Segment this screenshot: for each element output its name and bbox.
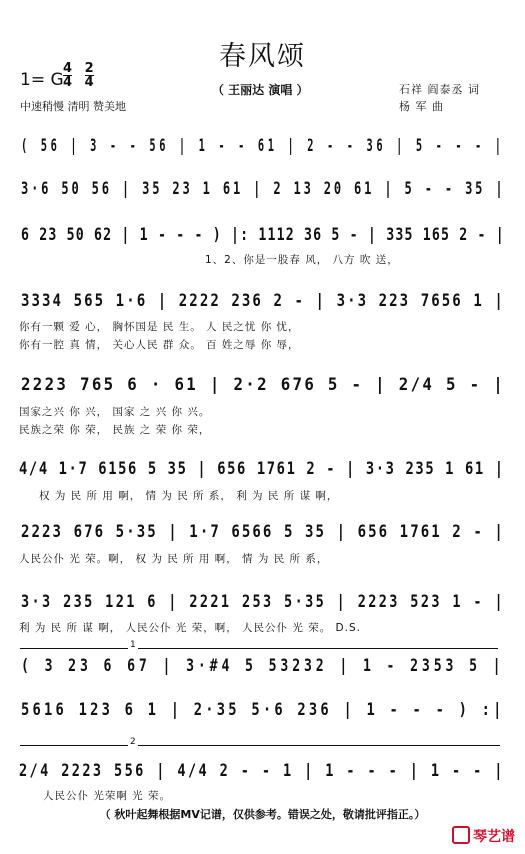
lyric-line: 利 为 民 所 谋 啊， 人民公仆 光 荣，啊， 人民公仆 光 荣。 D.S. <box>19 622 361 634</box>
notation-line: 2223 676 5·35 | 1·7 6566 5 35 | 656 1761 2 - | <box>21 522 505 542</box>
notation-line: 5616 123 6 1 | 2·35 5·6 236 | 1 - - - ) :| <box>21 700 505 720</box>
performer: （ 王丽达 演唱 ） <box>212 83 309 97</box>
notation-line: 6 23 50 62 | 1 - - - ) |: 1112 36 5 - | 335 165 2 - | <box>21 225 505 245</box>
notation-line: 2/4 2223 556 | 4/4 2 - - 1 | 1 - - - | 1 - - | <box>19 761 505 781</box>
notation-line: 3·6 50 56 | 35 23 1 61 | 2 13 20 61 | 5 - - 35 | <box>21 179 506 199</box>
page-title: 春风颂 <box>219 41 306 72</box>
time-signature: 4 2 4 4 <box>63 61 94 90</box>
first-ending-label: 1 <box>130 640 136 650</box>
notation-line: 2223 765 6 · 61 | 2·2 676 5 - | 2/4 5 - | <box>21 375 506 395</box>
logo-text: 琴艺谱 <box>473 829 515 845</box>
notation-line: ( 56 | 3 - - 56 | 1 - - 61 | 2 - - 36 | 5 - - - | <box>21 136 505 156</box>
notation-line: 3·3 235 121 6 | 2221 253 5·35 | 2223 523 1 - | <box>21 592 506 612</box>
lyric-line: 你有一腔 真 情， 关心人民 群 众。 百 姓之辱 你 辱， <box>19 339 300 351</box>
lyric-line: 你有一颗 爱 心， 胸怀国是 民 生。 人 民之忧 你 忧， <box>19 321 300 333</box>
tempo-marking: 中速稍慢 清明 赞美地 <box>20 100 126 113</box>
second-ending-label: 2 <box>130 737 136 747</box>
lyricist: 石祥 阎泰丞 词 <box>399 83 480 96</box>
first-ending-bracket <box>20 648 498 649</box>
second-ending-bracket <box>20 745 500 746</box>
lyric-line: 权 为 民 所 用 啊， 情 为 民 所 系， 利 为 民 所 谋 啊， <box>39 490 339 502</box>
key-signature: 1= G <box>20 70 64 90</box>
lyric-line: 民族之荣 你 荣， 民族 之 荣 你 荣， <box>19 424 211 436</box>
site-logo <box>452 826 515 846</box>
transcription-note: （ 秋叶起舞根据MV记谱，仅供参考。错误之处，敬请批评指正。） <box>99 808 426 821</box>
notation-line: ( 3 23 6 67 | 3·#4 5 53232 | 1 - 2353 5 | <box>21 656 505 676</box>
lyric-line: 国家之兴 你 兴， 国家 之 兴 你 兴。 <box>19 406 211 418</box>
composer: 杨 军 曲 <box>399 100 444 113</box>
notation-line: 3334 565 1·6 | 2222 236 2 - | 3·3 223 7656 1 | <box>21 291 505 311</box>
lyric-line: 人民公仆 光 荣。啊， 权 为 民 所 用 啊， 情 为 民 所 系， <box>19 553 329 565</box>
lyric-line: 1、2、你是一股春 风， 八方 吹 送， <box>205 254 399 266</box>
notation-line: 4/4 1·7 6156 5 35 | 656 1761 2 - | 3·3 235 1 61 | <box>19 459 505 479</box>
logo-icon <box>452 826 470 844</box>
lyric-line: 人民公仆 光荣啊 光 荣。 <box>43 790 172 802</box>
